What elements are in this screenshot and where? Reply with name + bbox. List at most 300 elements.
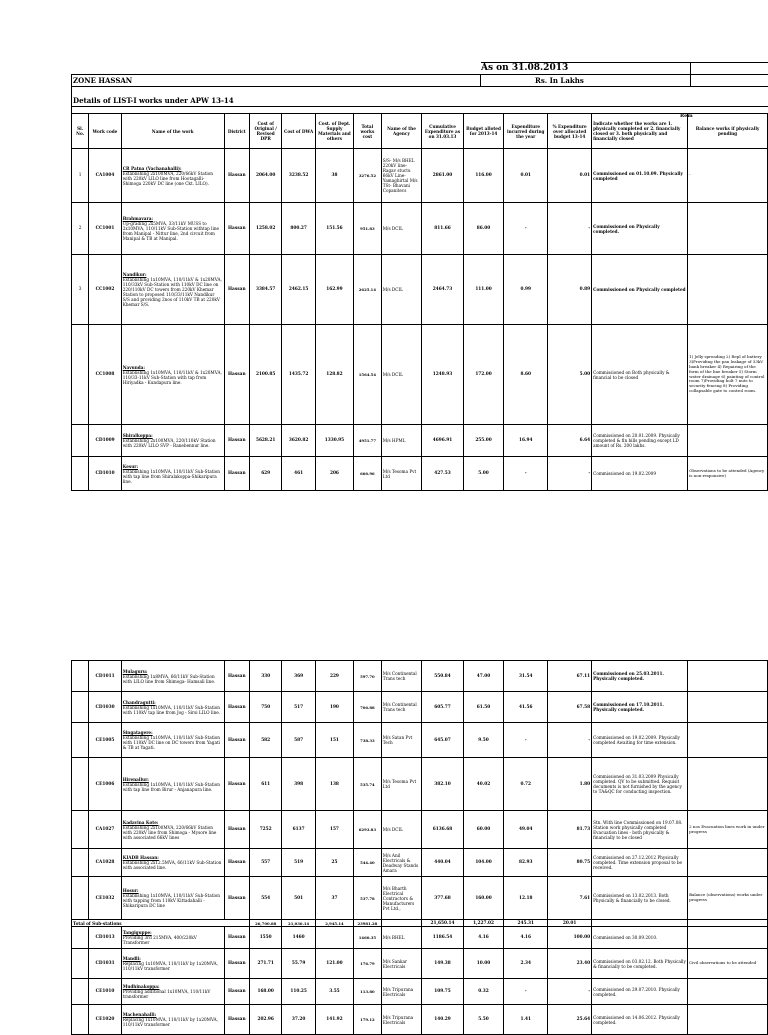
total-works-cost: 179.12 [354,1005,382,1035]
percent-expenditure: 81.73 [548,811,592,849]
cost-dept-supply: 151.56 [315,203,353,255]
col-balance: Balance works if physically pending [688,114,768,149]
district: Hassan [224,949,249,979]
balance-works [688,849,768,877]
total-works-cost: 951.83 [354,203,382,255]
work-code: CC1008 [89,325,121,425]
work-code: CA1004 [89,149,121,203]
expenditure-year: 49.04 [504,811,548,849]
work-description: Establishing 2x12.5MVA, 66/11kV Sub-Station with associated line. [122,860,222,870]
table-row [72,255,768,325]
work-status: Commissioned on 19.02.2009 [592,457,688,491]
work-status: Commissioned on 14.06.2012. Physically completed. [592,1005,688,1035]
row-sl [72,811,89,849]
table-row [72,927,768,949]
total-works-cost: 544.40 [354,849,382,877]
table-row [72,1005,768,1035]
col-budget: Budget alloted for 2013-14 [463,114,503,149]
work-description: Establishing 1x10MVA, 110/11kV & 1x20MVA, 110/33-11kV Sub-Station with tap from Hiriyadka - Kundapura line. [122,369,222,385]
work-code: CC1001 [89,203,121,255]
work-status: Commissioned on 31.03.2009 Physically completed. QV to be submitted. Requisit documents is not furnished by the agency to TA&QC for conducting inspection. [592,758,688,811]
district: Hassan [224,149,249,203]
cost-dept-supply: 37 [315,877,353,920]
cost-dwa: 461 [282,457,316,491]
agency-name: M/s Tesoma Pvt Ltd [381,758,421,811]
budget-allotted: 9.50 [463,723,503,758]
agency-name: M/s DCIL [381,325,421,425]
cost-dwa: 3238.52 [282,149,316,203]
row-sl [72,927,89,949]
work-title: Shiralkoppa: [122,433,153,438]
cumulative-expenditure: 645.07 [422,723,464,758]
cost-original: 582 [250,723,282,758]
cost-original: 7252 [250,811,282,849]
col-status: Indicate whether the works are 1. physically completed or 2. financially closed or 3. both physically and financially closed [592,114,688,149]
total-works-cost: 666.96 [354,457,382,491]
cumulative-expenditure: 605.77 [422,692,464,723]
total-works-cost: 2625.14 [354,255,382,325]
col-agency: Name of the Agency [381,114,421,149]
expenditure-year: 16.94 [504,425,548,457]
rule [480,74,481,86]
work-description: Up-grading 2x5MVA, 33/11kV MUSS to 2x10MVA, 110/11kV Sub-Station withtap line from Manipal - Nittur line, 2nd circuit from Manipal & TB at Manipal. [122,221,220,241]
work-title: CR Patna (Vachanahalli): [122,165,182,171]
work-description: Providing 3rd 215MVA, 400/220kV Transformer [122,935,197,945]
cost-dept-supply: 25 [315,849,353,877]
total-budget: 1,227.02 [463,920,503,927]
cost-dwa: 3620.82 [282,425,316,457]
work-code: CC1002 [89,255,121,325]
balance-works [688,661,768,692]
expenditure-year: 82.93 [504,849,548,877]
district: Hassan [224,457,249,491]
work-status: Stn. With line Commissioned on 19.07.08. Station work physically completed Evacuation lines - both physically & financially to be closed [592,811,688,849]
total-balance-empty [688,920,768,927]
work-description: Establishing 1x10MVA, 110/11kV Sub-Station with tap line from Birur - Anjanapura line. [122,781,220,792]
agency-name: M/s Continental Trans tech [381,661,421,692]
district: Hassan [224,203,249,255]
total-works-cost: 113.80 [354,979,382,1005]
cumulative-expenditure: 149.38 [422,949,464,979]
percent-expenditure: 7.61 [548,877,592,920]
work-name [121,203,224,255]
col-district: District [224,114,249,149]
row-sl: 3 [72,255,89,325]
table-row [72,723,768,758]
work-status: Commissioned on 03.02.12. Both Physically & financially to be completed. [592,949,688,979]
cost-dept-supply: 151 [315,723,353,758]
row-sl [72,425,89,457]
work-status: Commissioned on Physically completed [592,255,688,325]
row-sl: 2 [72,203,89,255]
budget-allotted: 160.00 [463,877,503,920]
balance-works [688,692,768,723]
agency-name: M/s Tripurana Electricals [381,1005,421,1035]
cumulative-expenditure: 377.68 [422,877,464,920]
cost-dept-supply: 128.82 [315,325,353,425]
district: Hassan [224,758,249,811]
cost-dept-supply: 3.55 [315,979,353,1005]
work-name [121,1005,224,1035]
percent-expenditure: 1.80 [548,758,592,811]
header-row [72,114,768,149]
cost-original: 611 [250,758,282,811]
works-table-bottom [71,660,768,1035]
col-cost-orig: Cost of Original / Revised DPR [250,114,282,149]
percent-expenditure: 67.11 [548,661,592,692]
cumulative-expenditure: 811.66 [422,203,464,255]
cost-original: 271.71 [250,949,282,979]
work-code: CD1030 [89,692,121,723]
total-works-cost: 738.33 [354,723,382,758]
work-description: Establishing 1x10MVA, 110/11kV Sub-Station with 110kV tap line from Jog - Sirsi LILO line. [122,704,221,715]
budget-allotted: 60.00 [463,811,503,849]
district: Hassan [224,877,249,920]
cumulative-expenditure: 440.04 [422,849,464,877]
work-code: CD1011 [89,661,121,692]
cost-original: 750 [250,692,282,723]
work-code: CE1020 [89,1005,121,1035]
row-sl [72,849,89,877]
percent-expenditure: 5.00 [548,325,592,425]
agency-name: S/S- M/s BHEL 220kV line- Ragav stuctu 66kV Line-Yamaghirtal M/s TSt- Bhavani Copanitecs [381,149,421,203]
work-description: Establishing 1x10MVA, 110/11kV & 1x20MVA, 110/33kV Sub-Station with 110kV DC line on 220/110kV DC towers from 220kV Khemar Station to proposed 110/33/11kV Nandikur S/S and providing 2nos of 110kV TB at 220kV Khemar S/S. [122,277,222,307]
cost-original: 202.96 [250,1005,282,1035]
agency-name: M/s DCIL [381,811,421,849]
district: Hassan [224,661,249,692]
col-exp-year: Expenditure incurred during the year [504,114,548,149]
agency-name: M/s Continental Trans tech [381,692,421,723]
agency-name: M/s Satan Pvt Tech [381,723,421,758]
cost-original: 1258.02 [250,203,282,255]
work-name [121,425,224,457]
budget-allotted: 255.00 [463,425,503,457]
table-row [72,203,768,255]
expenditure-year: 12.18 [504,877,548,920]
remarks-heading: Rem [680,113,693,119]
row-sl [72,979,89,1005]
cumulative-expenditure: 427.53 [422,457,464,491]
work-description: Establishing 1x8MVA, 66/11kV Sub-Station with LILO line from Shimoga- Hamsali line. [122,673,216,684]
cost-dept-supply: 229 [315,661,353,692]
work-name [121,877,224,920]
district: Hassan [224,849,249,877]
row-sl [72,1005,89,1035]
work-name [121,949,224,979]
agency-name: M/s BHEL [381,927,421,949]
budget-allotted: 104.00 [463,849,503,877]
as-on-date: As on 31.08.2013 [481,63,569,73]
cost-dwa: 1435.72 [282,325,316,425]
table-row [72,949,768,979]
cost-dwa: 519 [282,849,316,877]
budget-allotted: 47.00 [463,661,503,692]
budget-allotted: 5.50 [463,1005,503,1035]
table-row [72,325,768,425]
total-row [72,920,768,927]
district: Hassan [224,255,249,325]
col-cum-exp: Cumulative Expenditure as on 31.03.13 [422,114,464,149]
cost-dwa: 2462.15 [282,255,316,325]
expenditure-year: 41.56 [504,692,548,723]
percent-expenditure: 80.75 [548,849,592,877]
total-expenditure: 245.31 [504,920,548,927]
cost-dwa: 55.79 [282,949,316,979]
work-description: Establishing 2x100MVA, 220/66kV Station with 220kV LILO line from Hootagalli-Shimoga 220kV DC line (one Ckt. LILO). [122,170,213,186]
work-name [121,849,224,877]
cost-dept-supply: 38 [315,149,353,203]
agency-name: M/s Sankar Electricals [381,949,421,979]
cost-dwa: 6137 [282,811,316,849]
percent-expenditure: 100.00 [548,927,592,949]
work-name [121,661,224,692]
work-name [121,979,224,1005]
percent-expenditure: - [548,723,592,758]
percent-expenditure: 0.01 [548,149,592,203]
work-description: Establishing 1x10MVA, 110/11kV Sub-Station with tapping from 110kV Kittadahalli -Shikaripura DC line [122,893,220,908]
work-code: CE1006 [89,758,121,811]
row-sl [72,758,89,811]
total-status-empty [592,920,688,927]
total-works-cost: 6293.83 [354,811,382,849]
work-title: KIADB Hassan: [122,855,159,860]
agency-name: M/s HPML [381,425,421,457]
total-works-cost: 176.79 [354,949,382,979]
cost-dwa: 517 [282,692,316,723]
work-title: Mudhinakoppa: [122,984,160,989]
cumulative-expenditure: 2464.73 [422,255,464,325]
cost-dept-supply: 141.92 [315,1005,353,1035]
cost-dept-supply [315,927,353,949]
table-row [72,425,768,457]
cost-original: 629 [250,457,282,491]
cumulative-expenditure: 1248.93 [422,325,464,425]
expenditure-year: 31.54 [504,661,548,692]
work-status: Commissioned on 20.01.2009. Physically completed & fin bills pending except LD amount of Rs. 200 lakhs. [592,425,688,457]
work-description: Establishing 2x100MVA, 220/110kV Station with 220kV LILO SVP - Ranebennur line. [122,438,216,448]
cumulative-expenditure: 1186.54 [422,927,464,949]
cost-original: 554 [250,877,282,920]
budget-allotted: 111.00 [463,255,503,325]
col-name: Name of the work [121,114,224,149]
table-row [72,877,768,920]
expenditure-year: 2.34 [504,949,548,979]
work-description: Replacing 1x10MVA, 110/11kV by 1x20MVA, 110/11kV transformer [122,961,219,971]
district: Hassan [224,927,249,949]
balance-works [688,425,768,457]
expenditure-year: 0.99 [504,255,548,325]
balance-works: 2 nos Evacuation lines work in under progress [688,811,768,849]
work-description: Establishing 2x100MVA, 220/66kV Station with 220kV line from Shimoga - Mysore line with associated 66kV lines [122,824,217,840]
row-sl [72,877,89,920]
cost-dept-supply: 138 [315,758,353,811]
percent-expenditure: - [548,203,592,255]
total-percent: 20.01 [548,920,592,927]
cumulative-expenditure: 109.75 [422,979,464,1005]
work-code: CE1010 [89,979,121,1005]
row-sl [72,325,89,425]
work-status: Commissioned on 30.09.2010. [592,927,688,949]
agency-name: M/s DCIL [381,203,421,255]
cost-dwa: 110.25 [282,979,316,1005]
percent-expenditure: 0.89 [548,255,592,325]
work-title: Mandli: [122,956,141,961]
work-description: Establishing 1x10MVA, 110/11kV Sub-Station with 110kV DC line on DC towers from Yagati & TB at Yagati. [122,735,220,750]
total-works-cost: 537.78 [354,877,382,920]
work-name [121,758,224,811]
row-sl [72,692,89,723]
balance-works [688,1005,768,1035]
cost-dwa: 501 [282,877,316,920]
col-sl: Sl. No. [72,114,89,149]
table-row [72,149,768,203]
table-row [72,758,768,811]
work-title: Kesur: [122,463,139,469]
district: Hassan [224,692,249,723]
budget-allotted: 61.50 [463,692,503,723]
cost-dwa: 800.27 [282,203,316,255]
work-status: Commissioned on Both physically & financial to be closed [592,325,688,425]
percent-expenditure: - [548,979,592,1005]
work-status: Commissioned on 01.10.09. Physically completed [592,149,688,203]
work-description: Providing additional 1x10MVA, 110/11kV transformer [122,989,211,999]
percent-expenditure: 23.40 [548,949,592,979]
work-code: CD1031 [89,949,121,979]
balance-works: - [688,149,768,203]
cost-dwa: 37.20 [282,1005,316,1035]
percent-expenditure: 6.64 [548,425,592,457]
cumulative-expenditure: 2861.00 [422,149,464,203]
expenditure-year: 4.16 [504,927,548,949]
work-code: CD1009 [89,425,121,457]
work-code: CA1027 [89,811,121,849]
work-status: Commissioned on 19.02.2009. Physically completed Awaiting for time extension. [592,723,688,758]
work-status: Commissioned on 13.02.2013. Both Physically & financially to be closed. [592,877,688,920]
balance-works: 1) Jelly spreading 2) Repl of battery 3)Providing the pan leakage of 33kV bank breaker 4) Repairing of the form of the line breaker 5) Storm water drainage 6) painting of control room 7)Providing bolt 7 nuts to security fencing 8) Providing collapsable gate to control room. [688,325,768,425]
work-description: Replacing 1x10MVA, 110/11kV by 1x20MVA, 110/11kV transformer [122,1017,219,1027]
col-pct: % Expenditure over allocated budget 13-14 [548,114,592,149]
expenditure-year: - [504,203,548,255]
cumulative-expenditure: 382.10 [422,758,464,811]
total-works-cost: 3276.52 [354,149,382,203]
table-row [72,457,768,491]
rule [690,62,691,86]
cost-dept-supply: 1330.95 [315,425,353,457]
expenditure-year: 0.72 [504,758,548,811]
balance-works [688,255,768,325]
table-row [72,661,768,692]
report-title: Details of LIST-I works under APW 13-14 [73,96,234,105]
balance-works [688,723,768,758]
cost-original: 2100.85 [250,325,282,425]
work-name [121,692,224,723]
work-code: CA1028 [89,849,121,877]
work-status: Commissioned on 27.12.2012 Physically completed. Time extension proposal to be received. [592,849,688,877]
cumulative-expenditure: 140.29 [422,1005,464,1035]
balance-works: Civil observations to be attended [688,949,768,979]
work-code: CE1005 [89,723,121,758]
work-name [121,149,224,203]
cost-dwa: 1460 [282,927,316,949]
balance-works [688,979,768,1005]
rule [71,74,768,75]
row-sl [72,723,89,758]
table-row [72,849,768,877]
total-cost-original: 26,700.88 [250,920,282,927]
expenditure-year: 8.60 [504,325,548,425]
district: Hassan [224,723,249,758]
budget-allotted: 172.00 [463,325,503,425]
district: Hassan [224,811,249,849]
row-sl [72,457,89,491]
row-sl [72,949,89,979]
cost-dwa: 398 [282,758,316,811]
total-agency-empty [381,920,421,927]
rule [71,106,768,107]
balance-works [688,927,768,949]
work-status: Commissioned on 29.07.2010. Physically completed. [592,979,688,1005]
cumulative-expenditure: 6136.68 [422,811,464,849]
zone-label: ZONE HASSAN [73,76,133,85]
work-title: Kadavina Kote: [122,819,159,825]
work-name [121,325,224,425]
agency-name: M/s Bharth Electrical Contractors & Manufacturers Pvt Ltd., [381,877,421,920]
row-sl: 1 [72,149,89,203]
expenditure-year: 1.41 [504,1005,548,1035]
col-cost-dept: Cost. of Dept. Supply Materials and others [315,114,353,149]
work-name [121,255,224,325]
work-name [121,723,224,758]
budget-allotted: 5.00 [463,457,503,491]
cost-original: 3384.57 [250,255,282,325]
unit-label: Rs. In Lakhs [535,76,584,85]
budget-allotted: 4.16 [463,927,503,949]
budget-allotted: 116.00 [463,149,503,203]
row-sl [72,661,89,692]
total-works-cost: 597.70 [354,661,382,692]
cost-original: 168.00 [250,979,282,1005]
work-description: Establishing 1x10MVA, 110/11kV Sub-Station with tap line from Shiralakoppa-Shikaripura line. [122,468,220,484]
table-row [72,979,768,1005]
district: Hassan [224,325,249,425]
rule [71,86,768,87]
budget-allotted: 86.00 [463,203,503,255]
agency-name: M/s DCIL [381,255,421,325]
total-works-cost: 535.74 [354,758,382,811]
work-code: CE1032 [89,877,121,920]
cumulative-expenditure: 550.84 [422,661,464,692]
total-works-cost: 706.88 [354,692,382,723]
percent-expenditure: 67.58 [548,692,592,723]
cost-dept-supply: 206 [315,457,353,491]
balance-works [688,203,768,255]
works-table-top [71,113,768,491]
district: Hassan [224,425,249,457]
cost-dwa: 369 [282,661,316,692]
col-cost-dwa: Cost of DWA [282,114,316,149]
district: Hassan [224,1005,249,1035]
total-cumulative: 21,650.14 [422,920,464,927]
work-title: Chandragutti: [122,699,156,705]
work-status: Commissioned on 25.03.2011. Physically completed. [592,661,688,692]
work-status: Commissioned on 17.10.2011. Physically completed. [592,692,688,723]
balance-works: Balance (observations) works under progress [688,877,768,920]
work-name [121,927,224,949]
total-label: Total of Sub-stations [72,920,250,927]
work-code: CD1013 [89,927,121,949]
work-name [121,457,224,491]
total-works-cost: 23981.28 [354,920,382,927]
